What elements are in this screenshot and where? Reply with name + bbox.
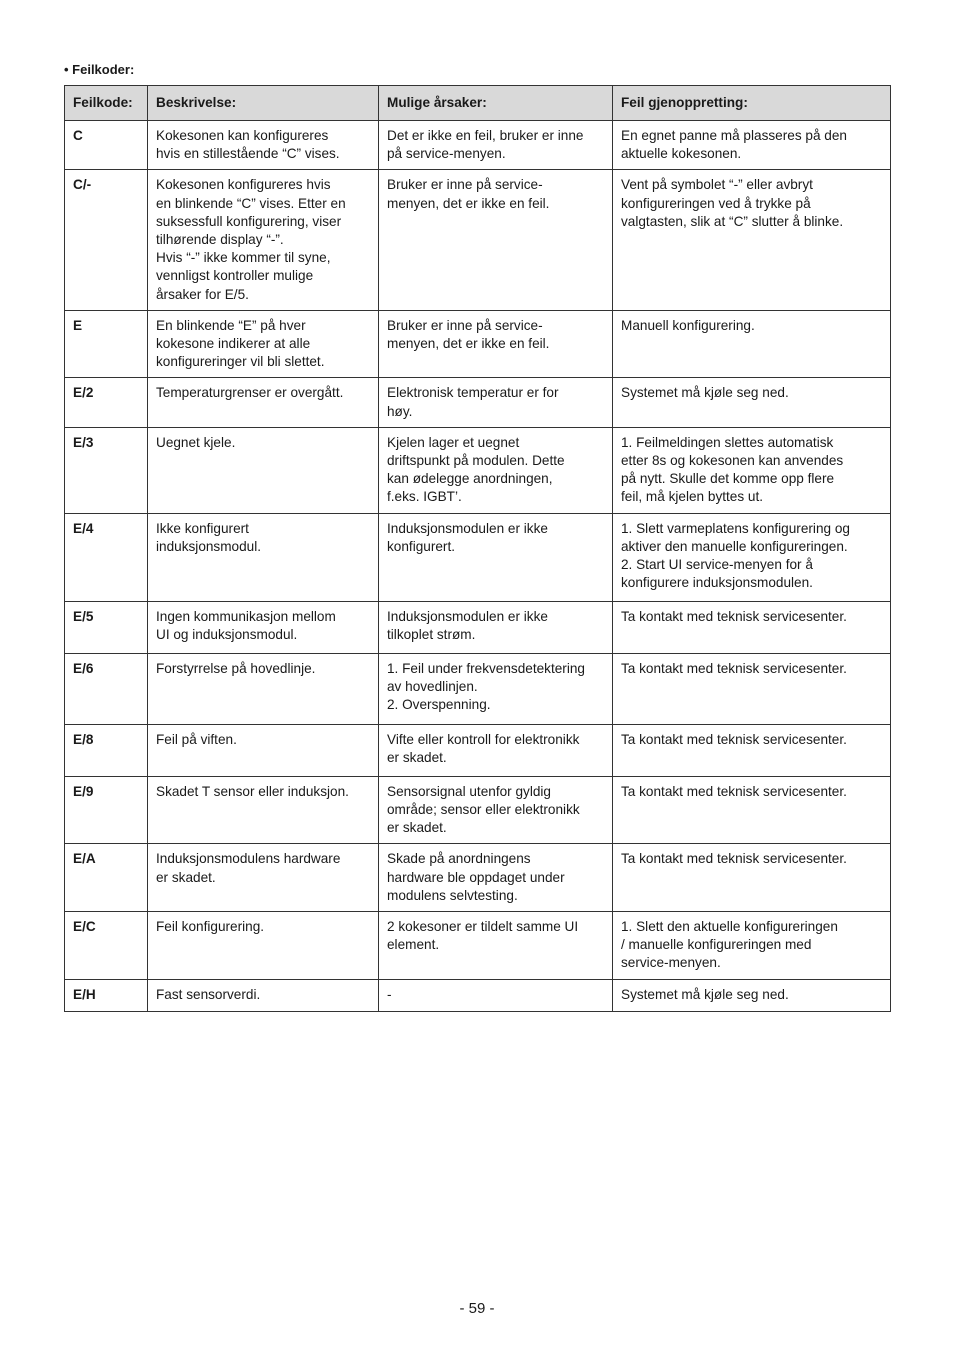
causes-cell: Vifte eller kontroll for elektronikk er skadet.	[379, 724, 613, 776]
recovery-cell: 1. Slett den aktuelle konfigureringen / manuelle konfigureringen med service-menyen.	[613, 912, 891, 980]
description-cell: Feil på viften.	[148, 724, 379, 776]
header-error-code: Feilkode:	[65, 86, 148, 121]
causes-cell: Induksjonsmodulen er ikke konfigurert.	[379, 513, 613, 601]
table-row	[65, 378, 891, 427]
recovery-cell: Systemet må kjøle seg ned.	[613, 378, 891, 427]
causes-cell: Det er ikke en feil, bruker er inne på service-menyen.	[379, 121, 613, 170]
error-code-cell: E	[65, 310, 148, 378]
error-code-cell: E/H	[65, 979, 148, 1011]
error-code-cell: E/3	[65, 427, 148, 513]
error-code-cell: C/-	[65, 170, 148, 310]
description-cell: Forstyrrelse på hovedlinje.	[148, 653, 379, 724]
recovery-cell: En egnet panne må plasseres på den aktuelle kokesonen.	[613, 121, 891, 170]
description-cell: Induksjonsmodulens hardware er skadet.	[148, 844, 379, 912]
table-row	[65, 310, 891, 378]
table-row	[65, 776, 891, 844]
causes-cell: 1. Feil under frekvensdetektering av hovedlinjen. 2. Overspenning.	[379, 653, 613, 724]
recovery-cell: 1. Feilmeldingen slettes automatisk etter 8s og kokesonen kan anvendes på nytt. Skulle det komme opp flere feil, må kjelen byttes ut.	[613, 427, 891, 513]
table-row	[65, 601, 891, 653]
table-row	[65, 844, 891, 912]
error-code-cell: E/9	[65, 776, 148, 844]
table-row	[65, 912, 891, 980]
error-code-cell: C	[65, 121, 148, 170]
description-cell: Temperaturgrenser er overgått.	[148, 378, 379, 427]
causes-cell: Elektronisk temperatur er for høy.	[379, 378, 613, 427]
causes-cell: -	[379, 979, 613, 1011]
causes-cell: Bruker er inne på service- menyen, det er ikke en feil.	[379, 310, 613, 378]
page-number: - 59 -	[459, 1300, 495, 1317]
causes-cell: Induksjonsmodulen er ikke tilkoplet strøm.	[379, 601, 613, 653]
causes-cell: Skade på anordningens hardware ble oppdaget under modulens selvtesting.	[379, 844, 613, 912]
causes-cell: Sensorsignal utenfor gyldig område; sensor eller elektronikk er skadet.	[379, 776, 613, 844]
error-code-table	[64, 85, 891, 1012]
description-cell: Feil konfigurering.	[148, 912, 379, 980]
description-cell: Kokesonen kan konfigureres hvis en stillestående “C” vises.	[148, 121, 379, 170]
description-cell: Fast sensorverdi.	[148, 979, 379, 1011]
table-row	[65, 170, 891, 310]
table-row	[65, 427, 891, 513]
header-possible-causes: Mulige årsaker:	[379, 86, 613, 121]
table-row	[65, 653, 891, 724]
table-row	[65, 724, 891, 776]
recovery-cell: Ta kontakt med teknisk servicesenter.	[613, 776, 891, 844]
error-code-cell: E/2	[65, 378, 148, 427]
causes-cell: 2 kokesoner er tildelt samme UI element.	[379, 912, 613, 980]
recovery-cell: Systemet må kjøle seg ned.	[613, 979, 891, 1011]
causes-cell: Kjelen lager et uegnet driftspunkt på modulen. Dette kan ødelegge anordningen, f.eks. IGBT’.	[379, 427, 613, 513]
description-cell: En blinkende “E” på hver kokesone indikerer at alle konfigureringer vil bli slettet.	[148, 310, 379, 378]
description-cell: Uegnet kjele.	[148, 427, 379, 513]
causes-cell: Bruker er inne på service- menyen, det er ikke en feil.	[379, 170, 613, 310]
error-code-cell: E/C	[65, 912, 148, 980]
description-cell: Ingen kommunikasjon mellom UI og induksjonsmodul.	[148, 601, 379, 653]
recovery-cell: Vent på symbolet “-” eller avbryt konfigureringen ved å trykke på valgtasten, slik at “C” slutter å blinke.	[613, 170, 891, 310]
table-row	[65, 513, 891, 601]
header-description: Beskrivelse:	[148, 86, 379, 121]
table-row	[65, 121, 891, 170]
error-code-cell: E/6	[65, 653, 148, 724]
description-cell: Skadet T sensor eller induksjon.	[148, 776, 379, 844]
section-title: • Feilkoder:	[64, 62, 135, 77]
table-header-row	[65, 86, 891, 121]
header-recovery: Feil gjenoppretting:	[613, 86, 891, 121]
description-cell: Kokesonen konfigureres hvis en blinkende “C” vises. Etter en suksessfull konfigurering, viser tilhørende display “-”. Hvis “-” ikke kommer til syne, vennligst kontroller mulige årsaker for E/5.	[148, 170, 379, 310]
recovery-cell: Manuell konfigurering.	[613, 310, 891, 378]
recovery-cell: Ta kontakt med teknisk servicesenter.	[613, 724, 891, 776]
error-code-cell: E/5	[65, 601, 148, 653]
table-row	[65, 979, 891, 1011]
recovery-cell: Ta kontakt med teknisk servicesenter.	[613, 653, 891, 724]
recovery-cell: Ta kontakt med teknisk servicesenter.	[613, 601, 891, 653]
error-code-cell: E/8	[65, 724, 148, 776]
error-code-cell: E/A	[65, 844, 148, 912]
description-cell: Ikke konfigurert induksjonsmodul.	[148, 513, 379, 601]
error-code-cell: E/4	[65, 513, 148, 601]
recovery-cell: 1. Slett varmeplatens konfigurering og aktiver den manuelle konfigureringen. 2. Start UI service-menyen for å konfigurere induksjonsmodulen.	[613, 513, 891, 601]
recovery-cell: Ta kontakt med teknisk servicesenter.	[613, 844, 891, 912]
